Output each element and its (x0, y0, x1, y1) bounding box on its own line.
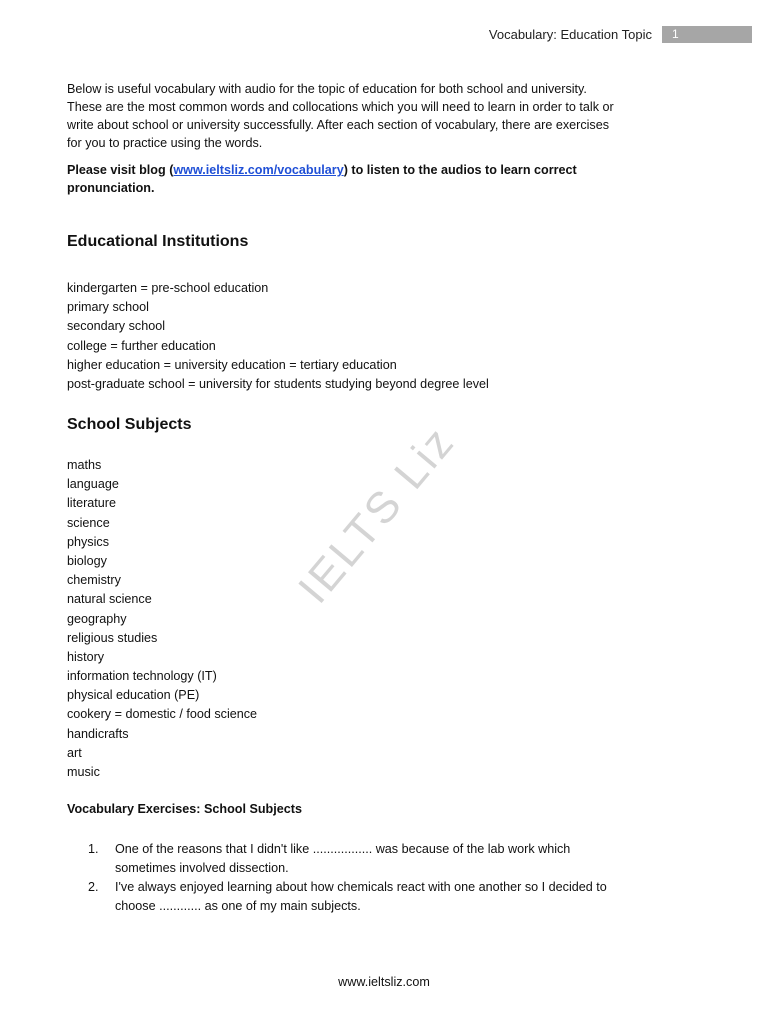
list-item: physics (67, 534, 109, 549)
exercises-title: Vocabulary Exercises: School Subjects (67, 802, 302, 816)
page-number: 1 (662, 26, 752, 43)
exercise-item (88, 878, 648, 916)
blog-note-suffix: ) to listen to the audios to learn correct (343, 163, 577, 177)
list-item: art (67, 745, 82, 760)
list-item: higher education = university education = tertiary education (67, 357, 397, 372)
list-item: biology (67, 553, 107, 568)
subjects-list (67, 456, 257, 782)
exercise-text (115, 840, 648, 878)
exercise-line: choose ............ as one of my main subjects. (115, 899, 361, 913)
list-item: language (67, 477, 119, 492)
list-item: chemistry (67, 573, 121, 588)
institutions-heading: Educational Institutions (67, 233, 249, 250)
institutions-list (67, 279, 489, 394)
exercise-number: 1. (88, 842, 99, 856)
intro-line: Below is useful vocabulary with audio for the topic of education for both school and university. (67, 82, 587, 96)
header-title: Vocabulary: Education Topic (488, 27, 652, 42)
exercise-line: I've always enjoyed learning about how chemicals react with one another so I decided to (115, 880, 607, 894)
list-item: music (67, 765, 100, 779)
intro-line: for you to practice using the words. (67, 136, 263, 150)
footer-url: www.ieltsliz.com (338, 975, 430, 989)
intro-line: write about school or university successfully. After each section of vocabulary, there are exercises (67, 118, 610, 132)
exercise-item (88, 840, 648, 878)
exercise-line: One of the reasons that I didn't like ................. was because of the lab work which (115, 842, 571, 856)
list-item: religious studies (67, 630, 158, 645)
list-item: physical education (PE) (67, 688, 200, 703)
exercise-text (115, 878, 648, 916)
intro-line: These are the most common words and collocations which you will need to learn in order to talk or (67, 100, 614, 114)
list-item: secondary school (67, 319, 166, 334)
list-item: science (67, 515, 110, 530)
list-item: cookery = domestic / food science (67, 707, 258, 722)
list-item: history (67, 649, 105, 664)
list-item: college = further education (67, 338, 216, 353)
exercise-number: 2. (88, 880, 99, 894)
subjects-heading: School Subjects (67, 416, 192, 433)
watermark: IELTS Liz (289, 416, 465, 613)
exercises-list (88, 840, 648, 916)
blog-link[interactable]: www.ieltsliz.com/vocabulary (173, 163, 344, 177)
blog-note-line2: pronunciation. (67, 181, 155, 195)
list-item: natural science (67, 592, 152, 607)
list-item: post-graduate school = university for students studying beyond degree level (67, 376, 489, 391)
list-item: literature (67, 496, 116, 511)
list-item: kindergarten = pre-school education (67, 281, 269, 295)
list-item: handicrafts (67, 726, 129, 741)
blog-note (67, 161, 667, 197)
list-item: geography (67, 611, 127, 626)
list-item: maths (67, 458, 102, 472)
list-item: information technology (IT) (67, 669, 217, 684)
blog-note-prefix: Please visit blog ( (67, 163, 174, 177)
exercise-line: sometimes involved dissection. (115, 861, 289, 875)
list-item: primary school (67, 300, 149, 315)
intro-paragraph (67, 80, 667, 152)
